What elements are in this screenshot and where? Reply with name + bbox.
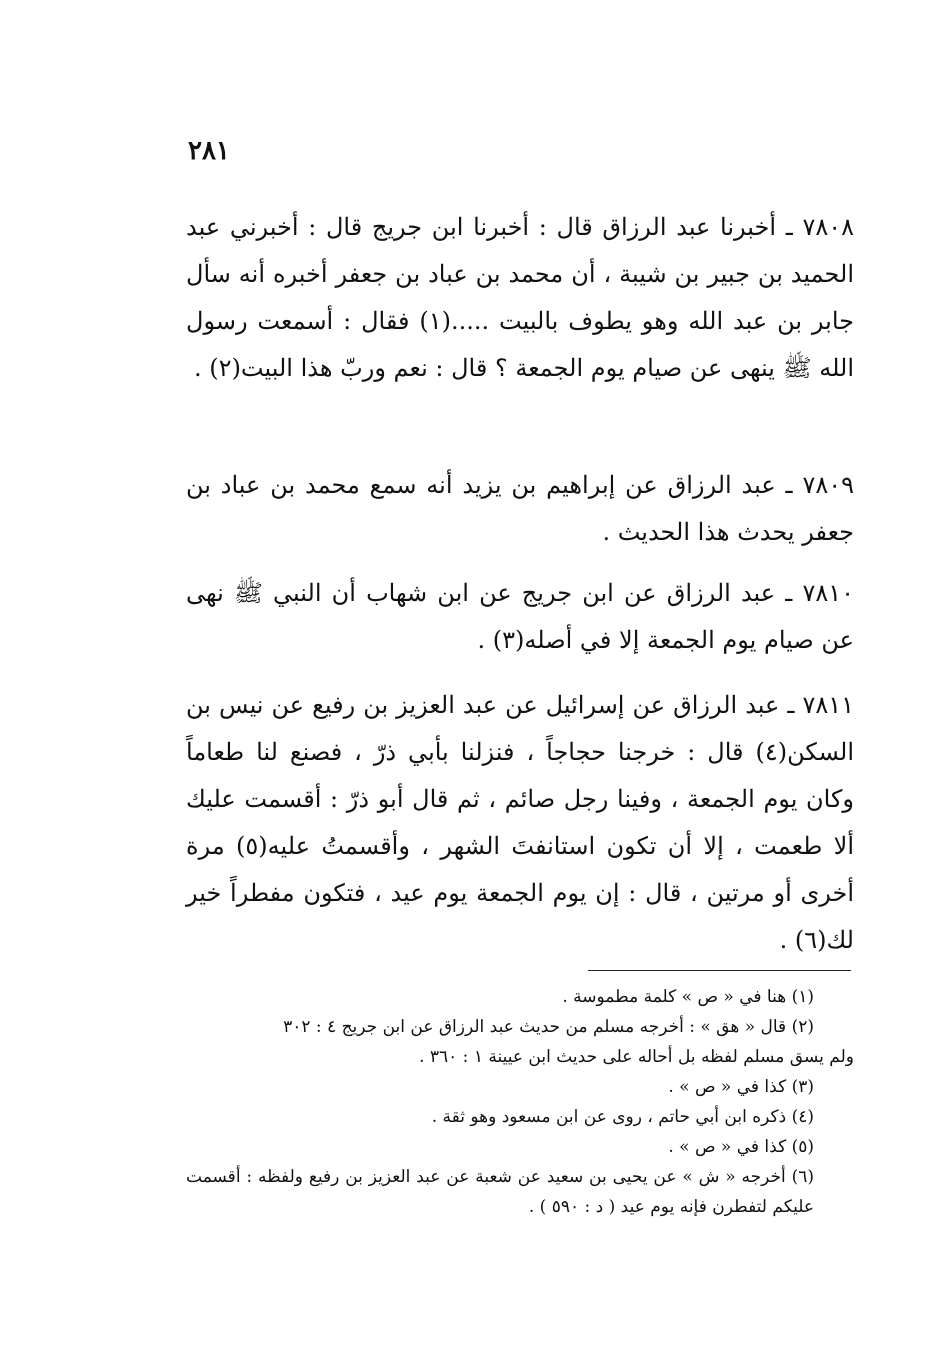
footnote-1: (١) هنا في « ص » كلمة مطموسة .: [562, 987, 814, 1007]
hadith-entry-7809: ٧٨٠٩ ـ عبد الرزاق عن إبراهيم بن يزيد أنه سمع محمد بن عباد بن جعفر يحدث هذا الحديث .: [186, 471, 854, 546]
hadith-entry-7808: ٧٨٠٨ ـ أخبرنا عبد الرزاق قال : أخبرنا ابن جريج قال : أخبرني عبد الحميد بن جبير بن شيبة ، أن محمد بن عباد بن جعفر أخبره أنه سأل جابر بن عبد الله وهو يطوف بالبيت .....(١) فقال : أسمعت رسول الله ﷺ ينهى عن صيام يوم الجمعة ؟ قال : نعم وربّ هذا البيت(٢) .: [186, 213, 854, 382]
footnote-5: (٥) كذا في « ص » .: [668, 1137, 814, 1157]
footnote-3: (٣) كذا في « ص » .: [668, 1077, 814, 1097]
hadith-entry-7811: ٧٨١١ ـ عبد الرزاق عن إسرائيل عن عبد العزيز بن رفيع عن نيس بن السكن(٤) قال : خرجنا حجاجاً ، فنزلنا بأبي ذرّ ، فصنع لنا طعاماً وكان يوم الجمعة ، وفينا رجل صائم ، ثم قال أبو ذرّ : أقسمت عليك ألا طعمت ، إلا أن تكون استانفتَ الشهر ، وأقسمتُ عليه(٥) مرة أخرى أو مرتين ، قال : إن يوم الجمعة يوم عيد ، فتكون مفطراً خير لك(٦) .: [186, 691, 854, 954]
footnote-2-continued: ولم يسق مسلم لفظه بل أحاله على حديث ابن عيينة ١ : ٣٦٠ .: [419, 1047, 854, 1067]
footnote-separator: [588, 970, 851, 971]
main-text: [186, 204, 854, 964]
footnote-2: (٢) قال « هق » : أخرجه مسلم من حديث عبد الرزاق عن ابن جريج ٤ : ٣٠٢: [283, 1017, 814, 1037]
footnotes: [186, 982, 854, 1222]
hadith-entry-7810: ٧٨١٠ ـ عبد الرزاق عن ابن جريج عن ابن شهاب أن النبي ﷺ نهى عن صيام يوم الجمعة إلا في أصله(٣) .: [186, 579, 854, 654]
footnote-4: (٤) ذكره ابن أبي حاتم ، روى عن ابن مسعود وهو ثقة .: [431, 1107, 814, 1127]
footnote-6: (٦) أخرجه « ش » عن يحيى بن سعيد عن شعبة عن عبد العزيز بن رفيع ولفظه : أقسمت عليكم لتفطرن فإنه يوم عيد ( د : ٥٩٠ ) .: [186, 1167, 814, 1217]
page-number: ٢٨١: [188, 136, 230, 166]
